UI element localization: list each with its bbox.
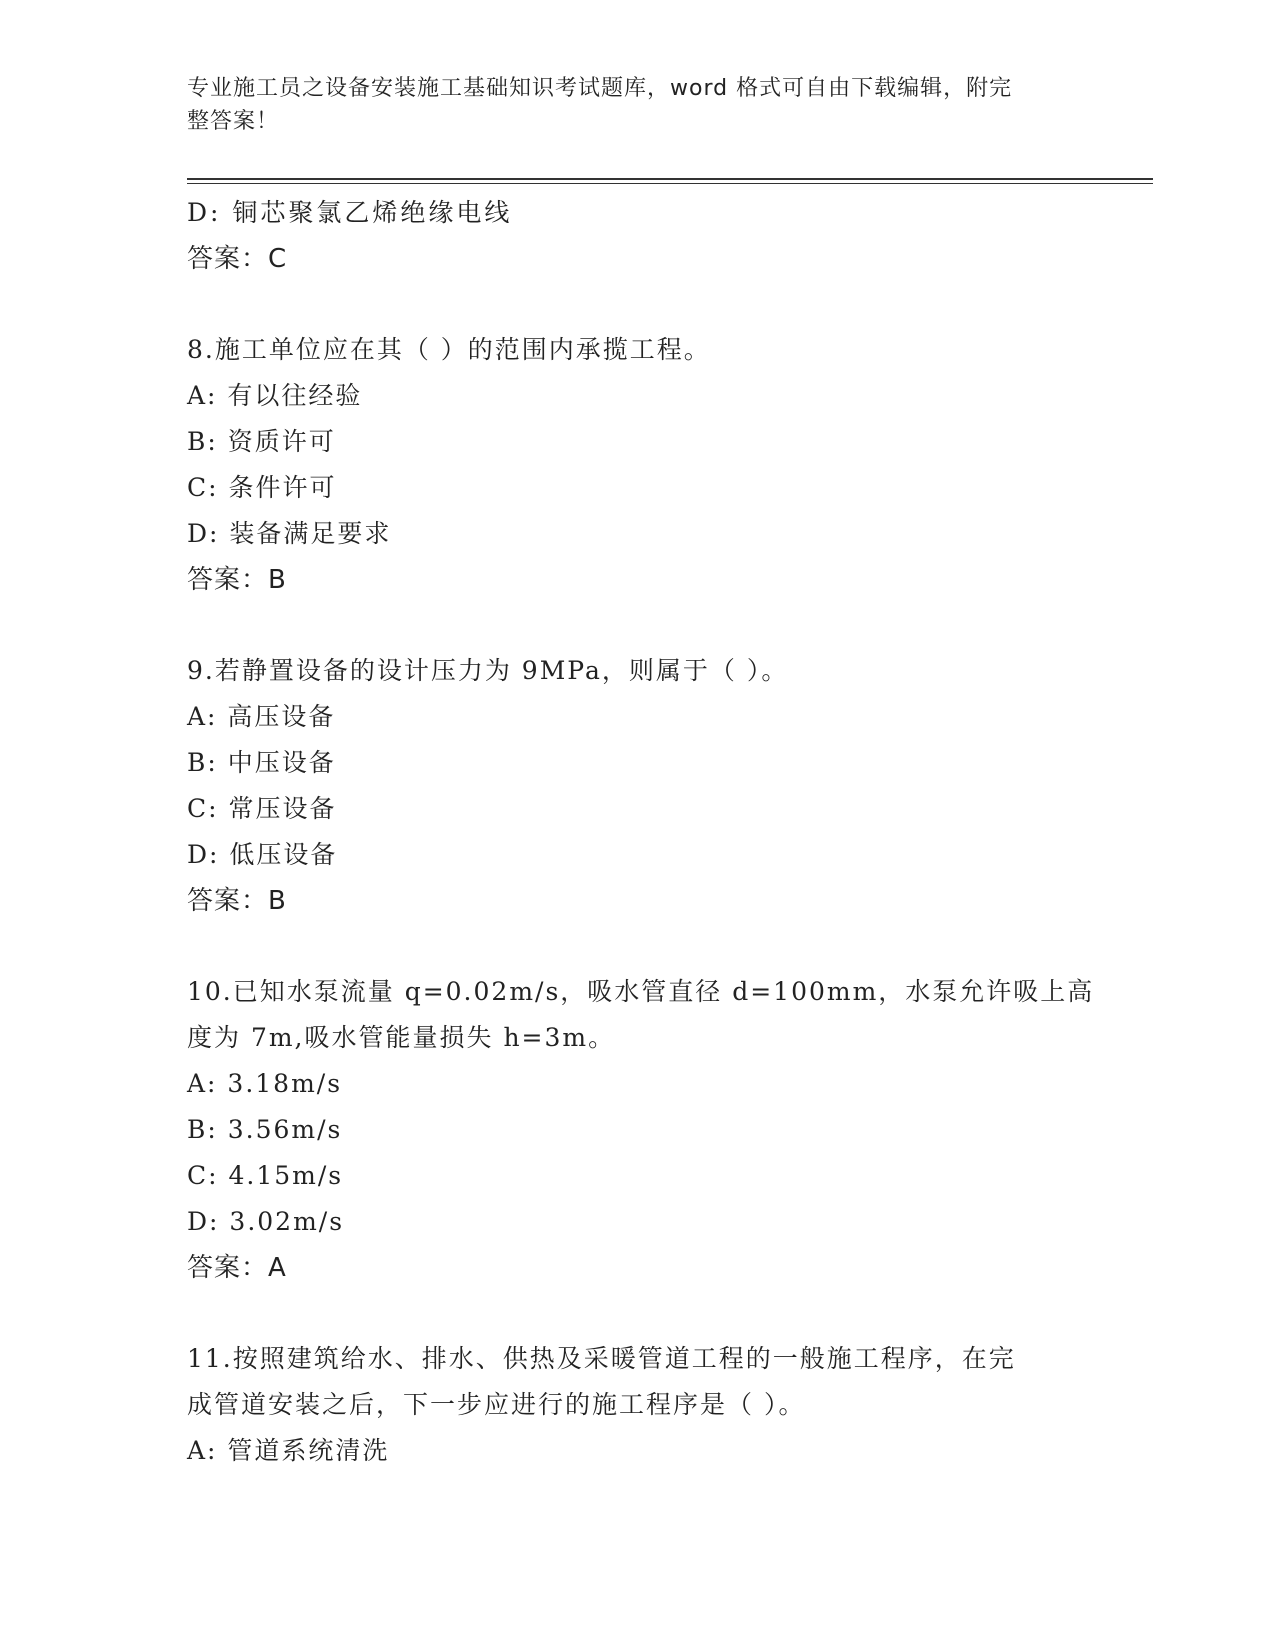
header-divider-thick — [187, 178, 1153, 180]
answer-line: 答案：A — [187, 1253, 287, 1283]
option-a: A: 管道系统清洗 — [187, 1436, 390, 1465]
question-stem-line-1: 10.已知水泵流量 q=0.02m/s，吸水管直径 d=100mm，水泵允许吸上高 — [187, 977, 1095, 1006]
option-c: C: 4.15m/s — [187, 1161, 344, 1190]
option-a: A: 高压设备 — [187, 702, 336, 731]
option-b: B: 中压设备 — [187, 748, 336, 777]
question-block-8 — [187, 327, 1087, 603]
spacer — [187, 1291, 1087, 1336]
answer-line: 答案：B — [187, 565, 287, 595]
spacer — [187, 924, 1087, 969]
option-a: A: 有以往经验 — [187, 381, 363, 410]
question-stem: 9.若静置设备的设计压力为 9MPa，则属于（ ）。 — [187, 656, 789, 685]
question-stem-line-2: 成管道安装之后，下一步应进行的施工程序是（ ）。 — [187, 1390, 806, 1419]
question-stem: 8.施工单位应在其（ ）的范围内承揽工程。 — [187, 335, 711, 364]
option-c: C: 常压设备 — [187, 794, 337, 823]
answer-line: 答案：B — [187, 886, 287, 916]
question-stem-line-2: 度为 7m,吸水管能量损失 h=3m。 — [187, 1023, 616, 1052]
header-divider-thin — [187, 183, 1153, 184]
question-block-9 — [187, 648, 1087, 924]
question-stem-line-1: 11.按照建筑给水、排水、供热及采暖管道工程的一般施工程序，在完 — [187, 1344, 1016, 1373]
spacer — [187, 282, 1087, 327]
answer-line: 答案：C — [187, 244, 288, 274]
document-header — [187, 72, 1067, 138]
question-list — [187, 190, 1095, 1474]
option-b: B: 3.56m/s — [187, 1115, 343, 1144]
option-d: D: 铜芯聚氯乙烯绝缘电线 — [187, 198, 513, 227]
question-block-prev — [187, 190, 1087, 282]
question-block-11 — [187, 1336, 1087, 1474]
option-c: C: 条件许可 — [187, 473, 337, 502]
option-b: B: 资质许可 — [187, 427, 336, 456]
spacer — [187, 603, 1087, 648]
header-line-1: 专业施工员之设备安装施工基础知识考试题库，word 格式可自由下载编辑，附完 — [187, 76, 1013, 101]
option-a: A: 3.18m/s — [187, 1069, 343, 1098]
header-line-2: 整答案！ — [187, 109, 280, 134]
question-block-10 — [187, 969, 1095, 1291]
option-d: D: 3.02m/s — [187, 1207, 345, 1236]
option-d: D: 低压设备 — [187, 840, 338, 869]
option-d: D: 装备满足要求 — [187, 519, 392, 548]
